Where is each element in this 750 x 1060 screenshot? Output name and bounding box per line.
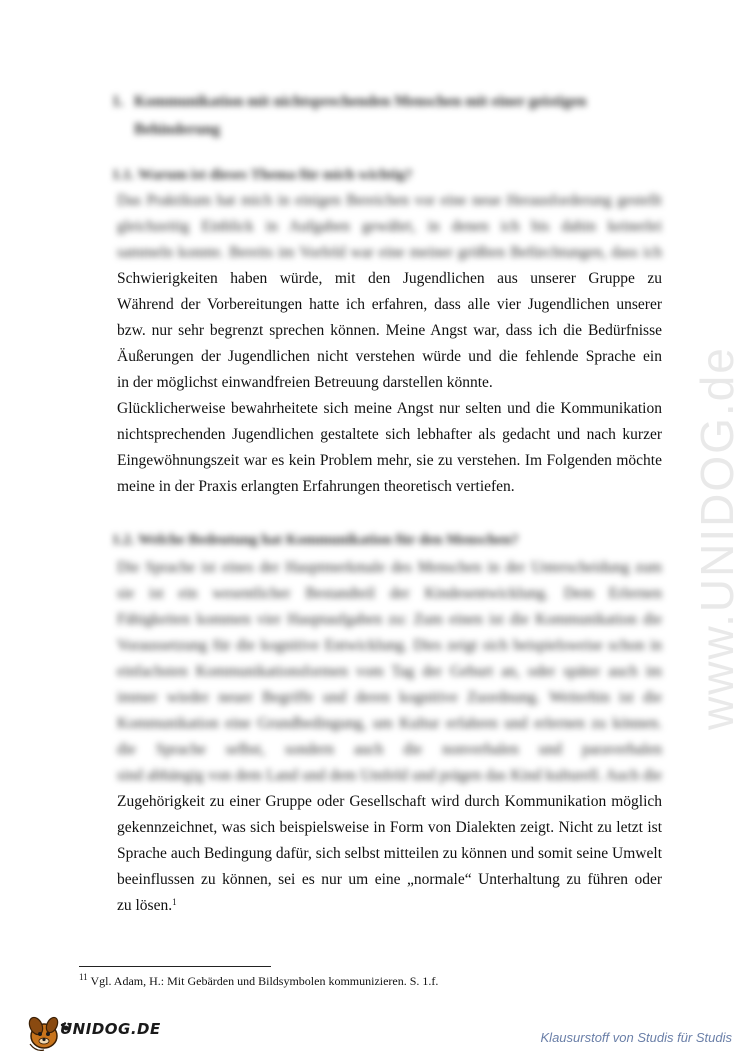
chapter-title-line1: Kommunikation mit nichtsprechenden Menschen mit einer geistigen bbox=[134, 93, 587, 110]
footnote bbox=[79, 974, 438, 989]
logo-text: UNIDOG.DE bbox=[60, 1020, 161, 1038]
text-line: Fähigkeiten kommen vier Hauptaufgaben zu: Zum einen ist die Kommunikation die bbox=[117, 611, 662, 628]
text-line: gleichzeitig Einblick in Aufgaben gewährt, in denen ich bis dahin keinerlei bbox=[117, 218, 662, 235]
footnote-divider bbox=[79, 966, 271, 967]
chapter-heading bbox=[112, 88, 662, 144]
text-line: beeinflussen zu können, sei es nur um eine „normale“ Unterhaltung zu führen oder bbox=[117, 871, 662, 888]
chapter-title-line2: Behinderung bbox=[134, 121, 221, 138]
text-line: meine in der Praxis erlangten Erfahrungen theoretisch vertiefen. bbox=[117, 478, 515, 495]
text-line: gekennzeichnet, was sich beispielsweise in Form von Dialekten zeigt. Nicht zu letzt ist bbox=[117, 819, 662, 836]
text-line: immer wieder neuer Begriffe und deren kognitive Zuordnung. Weiterhin ist die bbox=[117, 689, 662, 706]
text-line: bzw. nur sehr begrenzt sprechen können. Meine Angst war, dass ich die Bedürfnisse bbox=[117, 322, 662, 339]
text-line: Eingewöhnungszeit war es kein Problem mehr, sie zu verstehen. Im Folgenden möchte bbox=[117, 452, 662, 469]
text-line: Kommunikation eine Grundbedingung, um Kultur erfahren und erlernen zu können. bbox=[117, 715, 662, 732]
section-heading-1-2: 1.2. Welche Bedeutung hat Kommunikation für den Menschen? bbox=[112, 532, 519, 548]
paragraph-1-1 bbox=[117, 188, 662, 500]
text-line: in der möglichst einwandfreien Betreuung darstellen könnte. bbox=[117, 374, 493, 391]
text-line: Äußerungen der Jugendlichen nicht verstehen würde und die fehlende Sprache ein bbox=[117, 348, 662, 365]
text-line: Voraussetzung für die kognitive Entwicklung. Dies zeigt sich beispielsweise schon in bbox=[117, 637, 662, 654]
text-line: nichtsprechenden Jugendlichen gestaltete sich lebhafter als gedacht und nach kurzer bbox=[117, 426, 662, 443]
footnote-text: Vgl. Adam, H.: Mit Gebärden und Bildsymbolen kommunizieren. S. 1.f. bbox=[90, 974, 439, 988]
text-line: Sprache auch Bedingung dafür, sich selbst mitteilen zu können und somit seine Umwelt bbox=[117, 845, 662, 862]
text-line: die Sprache selbst, sondern auch die nonverbalen und paraverbalen bbox=[117, 741, 662, 758]
chapter-number: 1. bbox=[112, 93, 124, 110]
footnote-marker: 11 bbox=[79, 972, 88, 982]
text-line: sie ist ein wesentlicher Bestandteil der Kindesentwicklung. Dem Erlernen bbox=[117, 585, 662, 602]
watermark: www.UNIDOG.de bbox=[691, 346, 743, 730]
text-line: Während der Vorbereitungen hatte ich erfahren, dass alle vier Jugendlichen unserer bbox=[117, 296, 662, 313]
section-heading-1-1: 1.1. Warum ist dieses Thema für mich wichtig? bbox=[112, 167, 413, 183]
paragraph-1-2 bbox=[117, 555, 662, 919]
text-line: sind abhängig von dem Land und dem Umfeld und prägen das Kind kulturell. Auch die bbox=[117, 767, 662, 784]
text-line: Schwierigkeiten haben würde, mit den Jugendlichen aus unserer Gruppe zu bbox=[117, 270, 662, 287]
text-line: Zugehörigkeit zu einer Gruppe oder Gesellschaft wird durch Kommunikation möglich bbox=[117, 793, 662, 810]
text-line-last bbox=[117, 893, 662, 919]
text-line: Glücklicherweise bewahrheitete sich meine Angst nur selten und die Kommunikation bbox=[117, 400, 662, 417]
footnote-reference: 1 bbox=[172, 897, 177, 907]
text-line: Die Sprache ist eines der Hauptmerkmale des Menschen in der Unterscheidung zum bbox=[117, 559, 662, 576]
text-line: Das Praktikum hat mich in einigen Bereichen vor eine neue Herausforderung gestellt bbox=[117, 192, 662, 209]
text-line: einfachsten Kommunikationsformen vom Tag der Geburt an, oder später auch im bbox=[117, 663, 662, 680]
text-line: zu lösen. bbox=[117, 897, 173, 914]
footer-tagline: Klausurstoff von Studis für Studis bbox=[540, 1030, 732, 1045]
text-line: sammeln konnte. Bereits im Vorfeld war eine meiner größten Befürchtungen, dass ich bbox=[117, 244, 662, 261]
dog-mascot-icon bbox=[27, 1015, 60, 1050]
